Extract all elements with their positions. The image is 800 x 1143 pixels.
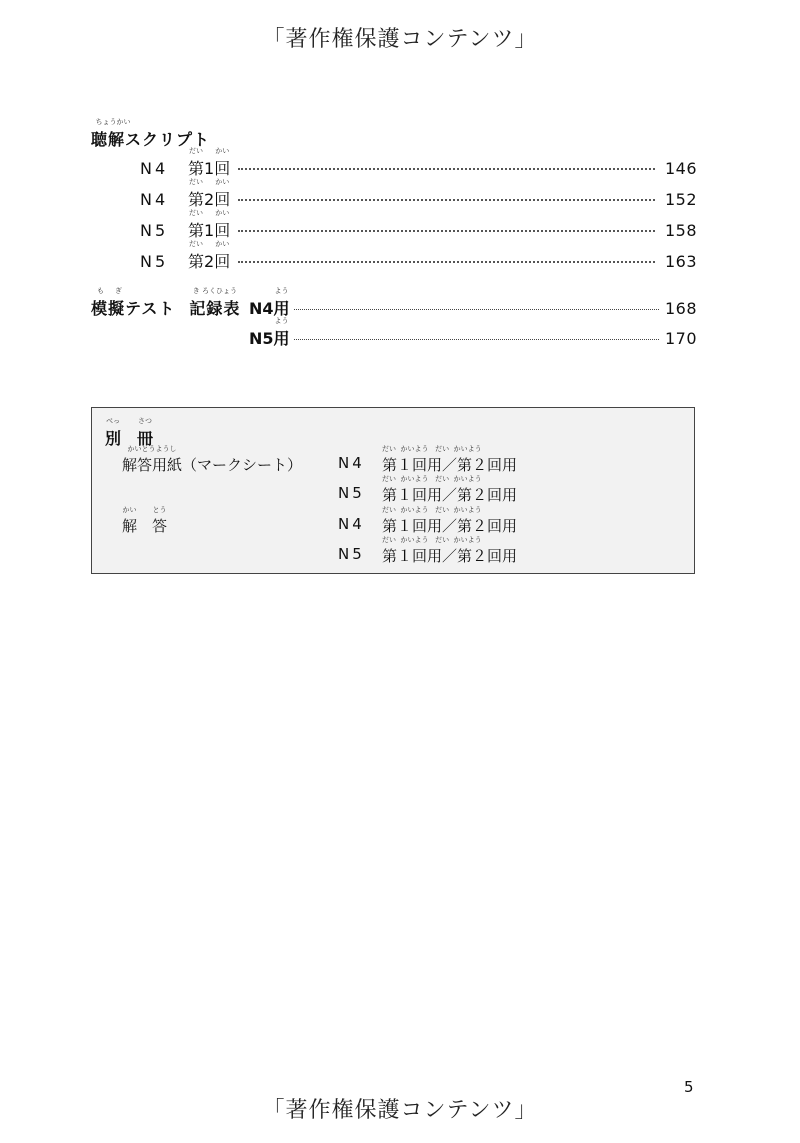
toc-entry[interactable] — [249, 287, 697, 319]
bessatsu-sheets: だい かいよう だい かいよう 第１回用／第２回用 — [382, 536, 518, 565]
toc-page-number: 163 — [664, 252, 697, 271]
bessatsu-sheets: だい かいよう だい かいよう 第１回用／第２回用 — [382, 475, 518, 504]
mock-title-c-ruby: き ろくひょう — [192, 287, 238, 295]
toc-leader — [294, 309, 659, 310]
toc-page-number: 146 — [664, 159, 697, 178]
toc-round: だい 第2 かい 回 — [188, 240, 231, 271]
toc-leader — [238, 199, 655, 201]
watermark-bottom: 「著作権保護コンテンツ」 — [262, 1098, 538, 1123]
bessatsu-level: N5 — [338, 484, 365, 502]
bessatsu-box — [91, 407, 695, 574]
bessatsu-ruby-2: さつ — [138, 417, 153, 425]
toc-leader — [238, 261, 655, 263]
bessatsu-ruby-1: べっ — [106, 417, 120, 425]
answers-ruby-1: かい — [122, 506, 137, 514]
toc-entry[interactable] — [140, 209, 697, 241]
toc-round: だい 第2 かい 回 — [188, 178, 231, 209]
answers-label — [122, 506, 168, 536]
toc-level: N5 — [140, 221, 169, 240]
toc-leader — [238, 168, 655, 170]
watermark-top: 「著作権保護コンテンツ」 — [262, 27, 538, 52]
toc-level: N4 — [140, 159, 169, 178]
mock-ruby-1: も — [97, 287, 104, 295]
answers-label-1: 解 — [122, 517, 138, 535]
page-number: 5 — [684, 1078, 694, 1096]
bessatsu-level: N4 — [338, 454, 365, 472]
toc-page-number: 158 — [664, 221, 697, 240]
toc-level: N5 よう 用 — [249, 317, 290, 348]
toc-entry[interactable] — [140, 240, 697, 272]
toc-page-number: 152 — [664, 190, 697, 209]
bessatsu-level: N5 — [338, 545, 365, 563]
toc-entry[interactable] — [140, 178, 697, 210]
bessatsu-sheets: だい かいよう だい かいよう 第１回用／第２回用 — [382, 445, 518, 474]
toc-round: だい 第1 かい 回 — [188, 147, 231, 178]
mock-title-b: テスト — [125, 299, 176, 318]
mock-ruby-2: ぎ — [115, 287, 122, 295]
toc-page-number: 168 — [664, 299, 697, 318]
toc-level: N4 よう 用 — [249, 287, 290, 318]
toc-page-number: 170 — [664, 329, 697, 348]
toc-entry[interactable] — [140, 147, 697, 179]
toc-level: N5 — [140, 252, 169, 271]
answer-sheet-label — [122, 445, 303, 475]
bessatsu-title-2: 冊 — [137, 429, 154, 448]
toc-leader — [294, 339, 659, 340]
mock-title-c: 記録表 — [189, 299, 241, 318]
toc-level: N4 — [140, 190, 169, 209]
bessatsu-title-1: 別 — [105, 429, 122, 448]
listening-heading-text: 聴解スクリプト — [91, 130, 211, 149]
toc-leader — [238, 230, 655, 232]
answer-sheet-text: 解答用紙（マークシート） — [122, 456, 303, 474]
bessatsu-level: N4 — [338, 515, 365, 533]
listening-heading-ruby: ちょうかい — [95, 118, 131, 126]
toc-round: だい 第1 かい 回 — [188, 209, 231, 240]
answers-label-2: 答 — [152, 517, 168, 535]
toc-entry[interactable] — [249, 317, 697, 349]
answers-ruby-2: とう — [152, 506, 167, 514]
answer-sheet-ruby: かいとうようし — [127, 445, 177, 453]
mock-title-a: 模擬 — [91, 299, 126, 318]
mock-test-heading — [91, 287, 241, 319]
bessatsu-sheets: だい かいよう だい かいよう 第１回用／第２回用 — [382, 506, 518, 535]
